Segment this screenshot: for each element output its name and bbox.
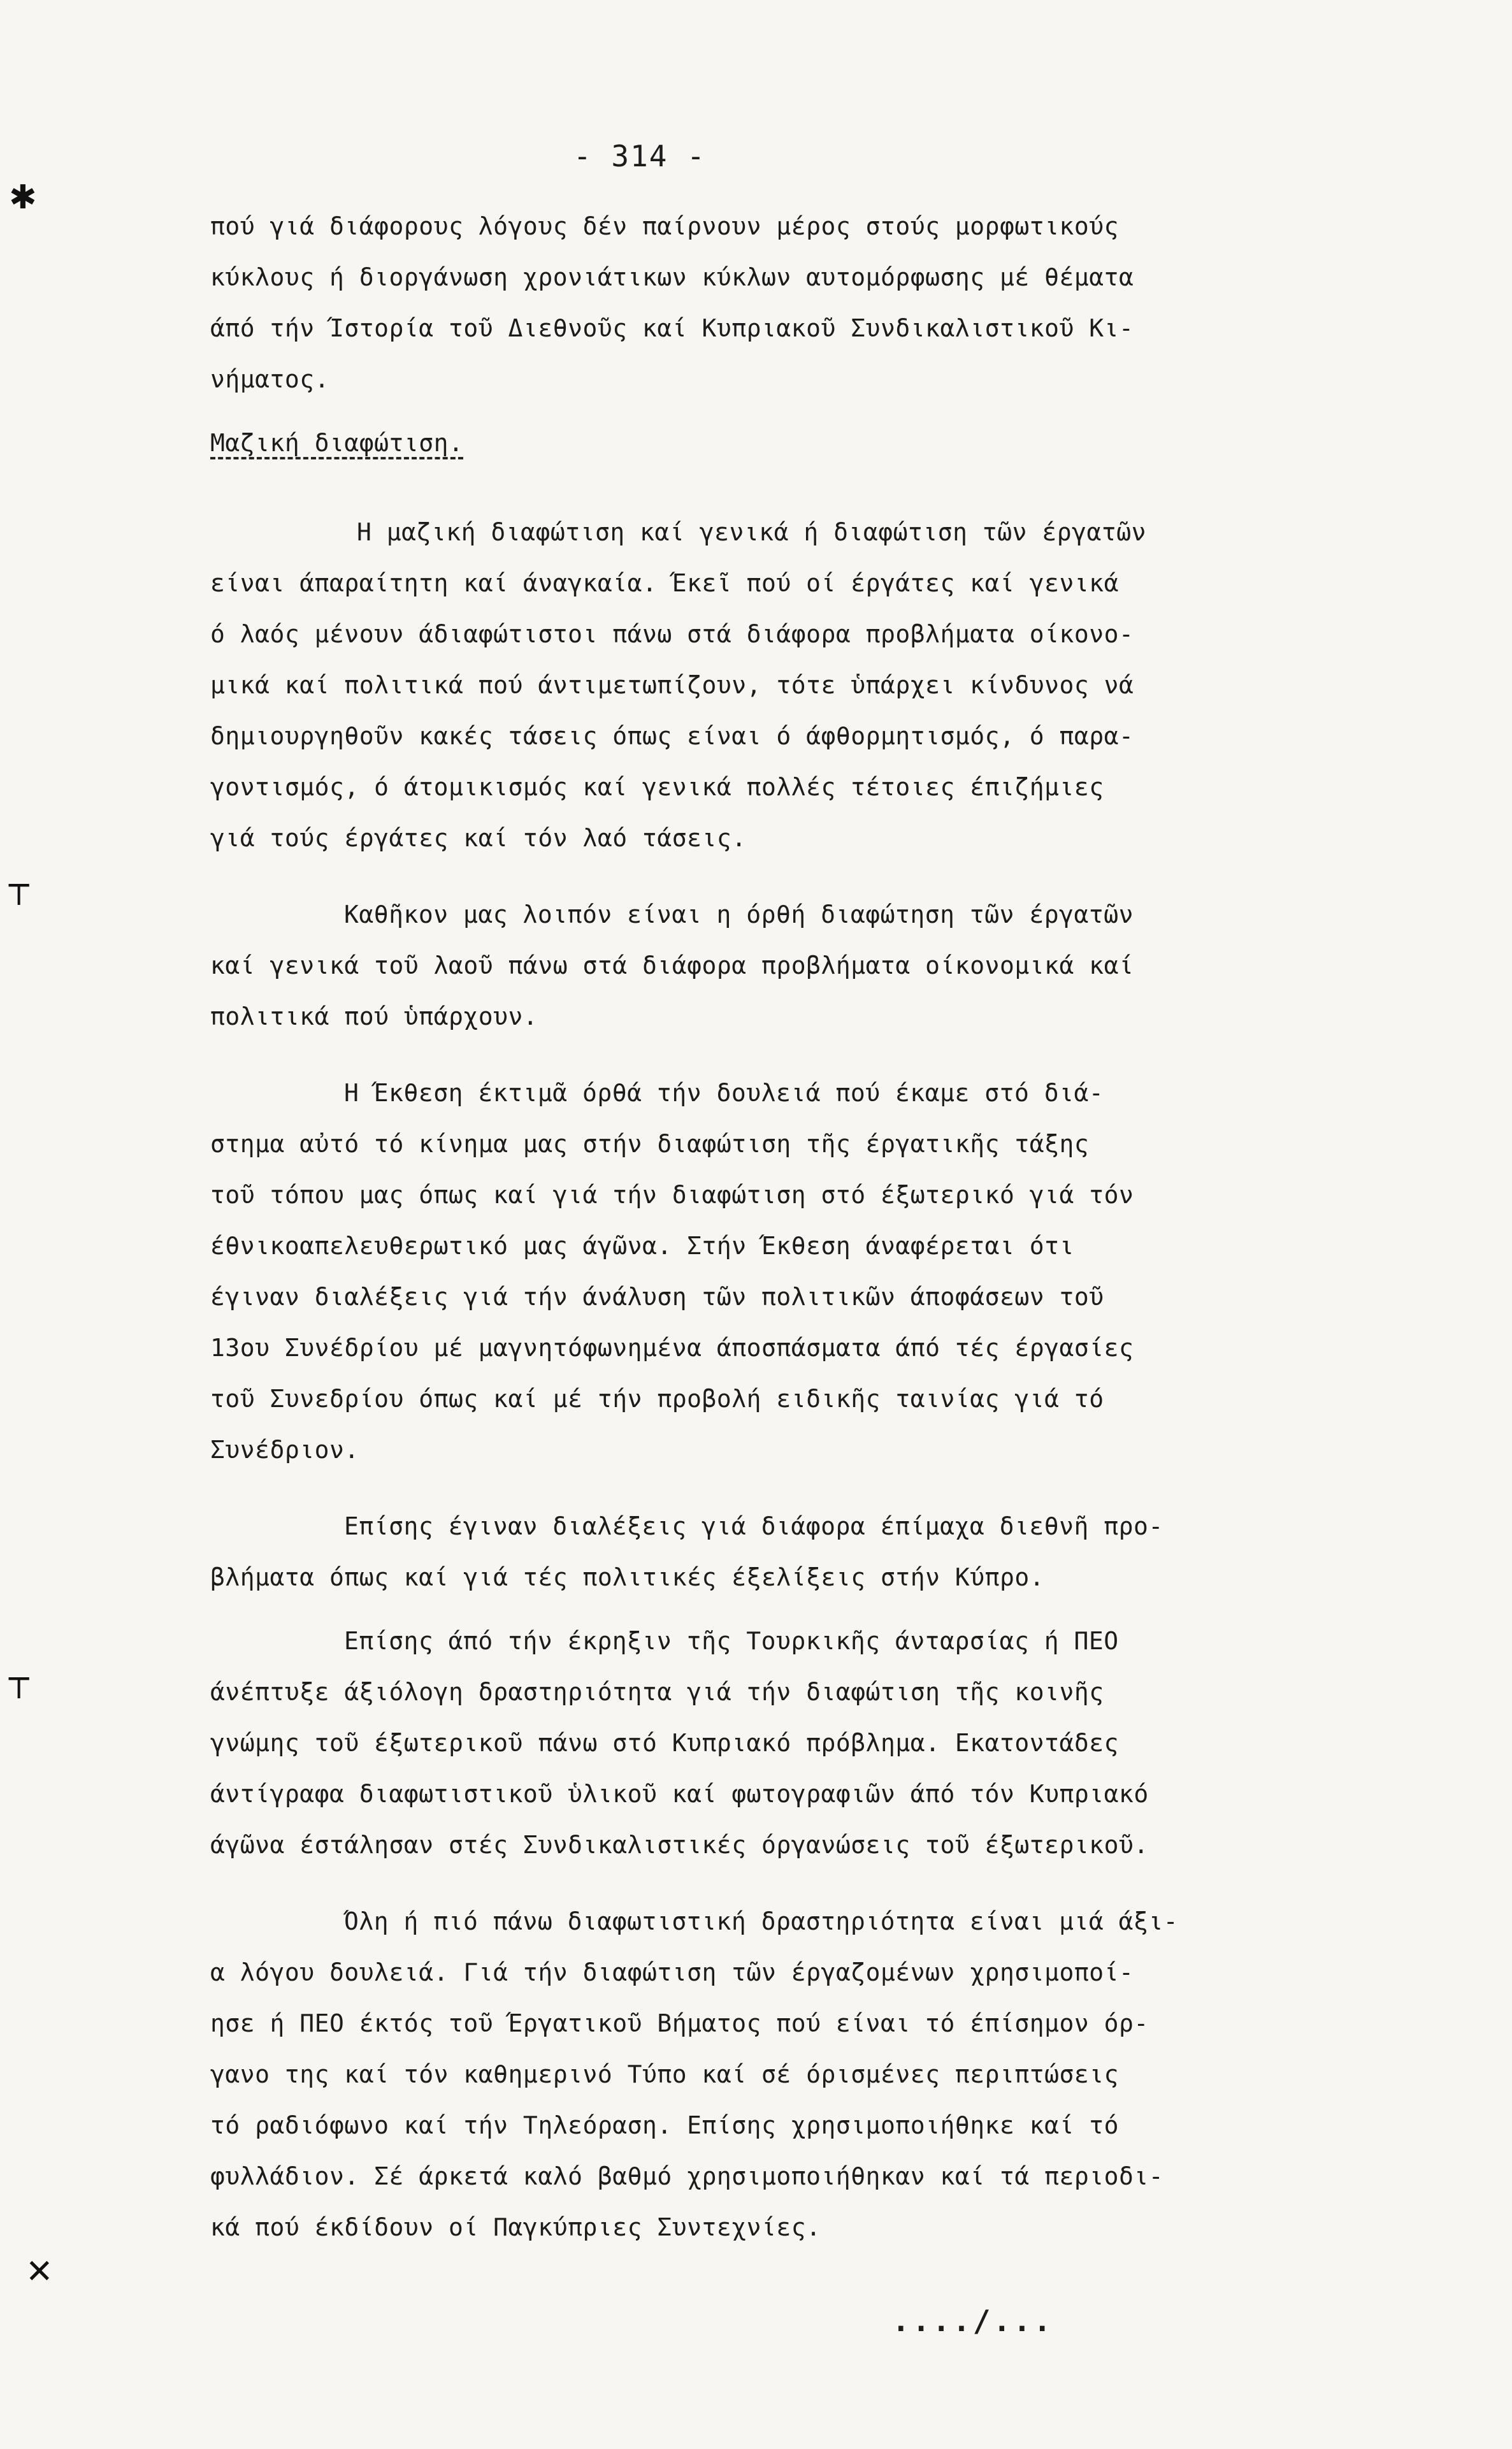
text-line: τοῦ Συνεδρίου όπως καί μέ τήν προβολή ειδικῆς ταινίας γιά τό bbox=[210, 1385, 1104, 1413]
text-line: άπό τήν Ίστορία τοῦ Διεθνοῦς καί Κυπριακοῦ Συνδικαλιστικοῦ Κι- bbox=[210, 314, 1134, 342]
text-line: καί γενικά τοῦ λαοῦ πάνω στά διάφορα προβλήματα οίκονομικά καί bbox=[210, 951, 1134, 979]
text-line: φυλλάδιον. Σέ άρκετά καλό βαθμό χρησιμοποιήθηκαν καί τά περιοδι- bbox=[210, 2162, 1164, 2190]
paragraph bbox=[210, 1896, 1332, 2253]
text-line: γοντισμός, ό άτομικισμός καί γενικά πολλές τέτοιες έπιζήμιες bbox=[210, 773, 1104, 801]
text-line: άνέπτυξε άξιόλογη δραστηριότητα γιά τήν διαφώτιση τῆς κοινῆς bbox=[210, 1678, 1104, 1706]
text-line: έγιναν διαλέξεις γιά τήν άνάλυση τῶν πολιτικῶν άποφάσεων τοῦ bbox=[210, 1283, 1104, 1311]
text-line: άντίγραφα διαφωτιστικοῦ ὑλικοῦ καί φωτογραφιῶν άπό τόν Κυπριακό bbox=[210, 1780, 1149, 1808]
typed-text bbox=[210, 201, 1332, 2253]
text-line: μικά καί πολιτικά πού άντιμετωπίζουν, τότε ὑπάρχει κίνδυνος νά bbox=[210, 671, 1134, 699]
text-line: δημιουργηθοῦν κακές τάσεις όπως είναι ό άφθορμητισμός, ό παρα- bbox=[210, 722, 1134, 750]
margin-mark-cross: ✕ bbox=[25, 2253, 54, 2291]
text-line: Όλη ή πιό πάνω διαφωτιστική δραστηριότητα είναι μιά άξι- bbox=[344, 1907, 1179, 1935]
text-line: Επίσης έγιναν διαλέξεις γιά διάφορα έπίμαχα διεθνῆ προ- bbox=[344, 1512, 1163, 1540]
text-line: Επίσης άπό τήν έκρηξιν τῆς Τουρκικῆς άνταρσίας ή ΠΕΟ bbox=[344, 1627, 1119, 1655]
margin-mark-tee: ┬ bbox=[9, 867, 29, 905]
text-line: Καθῆκον μας λοιπόν είναι η όρθή διαφώτηση τῶν έργατῶν bbox=[344, 900, 1134, 928]
text-line: έθνικοαπελευθερωτικό μας άγῶνα. Στήν Έκθεση άναφέρεται ότι bbox=[210, 1232, 1074, 1260]
text-line: βλήματα όπως καί γιά τές πολιτικές έξελίξεις στήν Κύπρο. bbox=[210, 1563, 1045, 1591]
section-heading: Μαζική διαφώτιση. bbox=[210, 429, 464, 457]
text-line: ό λαός μένουν άδιαφώτιστοι πάνω στά διάφορα προβλήματα οίκονο- bbox=[210, 620, 1134, 648]
text-line: πολιτικά πού ὑπάρχουν. bbox=[210, 1002, 538, 1030]
text-line: 13ου Συνέδρίου μέ μαγνητόφωνημένα άποσπάσματα άπό τές έργασίες bbox=[210, 1334, 1134, 1362]
paragraph bbox=[210, 507, 1332, 863]
text-line: κύκλους ή διοργάνωση χρονιάτικων κύκλων αυτομόρφωσης μέ θέματα bbox=[210, 263, 1134, 291]
text-line: τό ραδιόφωνο καί τήν Τηλεόραση. Επίσης χρησιμοποιήθηκε καί τό bbox=[210, 2111, 1120, 2139]
paragraph bbox=[210, 1067, 1332, 1475]
paragraph bbox=[210, 1501, 1332, 1603]
text-line: α λόγου δουλειά. Γιά τήν διαφώτιση τῶν έργαζομένων χρησιμοποί- bbox=[210, 1958, 1134, 1986]
text-line: άγῶνα έστάλησαν στές Συνδικαλιστικές όργανώσεις τοῦ έξωτερικοῦ. bbox=[210, 1831, 1149, 1859]
text-line: κά πού έκδίδουν οί Παγκύπριες Συντεχνίες. bbox=[210, 2213, 821, 2241]
text-line: είναι άπαραίτητη καί άναγκαία. Έκεῖ πού οί έργάτες καί γενικά bbox=[210, 569, 1120, 597]
text-line: τοῦ τόπου μας όπως καί γιά τήν διαφώτιση στό έξωτερικό γιά τόν bbox=[210, 1181, 1134, 1209]
text-line: Η Έκθεση έκτιμᾶ όρθά τήν δουλειά πού έκαμε στό διά- bbox=[344, 1079, 1104, 1107]
text-line: πού γιά διάφορους λόγους δέν παίρνουν μέρος στούς μορφωτικούς bbox=[210, 212, 1120, 240]
continuation-marker: ..../... bbox=[892, 2304, 1054, 2338]
page-number: - 314 - bbox=[573, 139, 706, 173]
margin-mark-tee: ┬ bbox=[9, 1660, 29, 1698]
paragraph-intro bbox=[210, 201, 1332, 405]
margin-mark-asterisk: ✱ bbox=[9, 178, 37, 217]
text-line: στημα αὐτό τό κίνημα μας στήν διαφώτιση τῆς έργατικῆς τάξης bbox=[210, 1130, 1090, 1158]
text-line: Η μαζική διαφώτιση καί γενικά ή διαφώτιση τῶν έργατῶν bbox=[357, 518, 1147, 546]
paragraph bbox=[210, 1615, 1332, 1870]
text-line: νήματος. bbox=[210, 365, 330, 393]
text-line: γανο της καί τόν καθημερινό Τύπο καί σέ όρισμένες περιπτώσεις bbox=[210, 2060, 1120, 2088]
text-line: γνώμης τοῦ έξωτερικοῦ πάνω στό Κυπριακό πρόβλημα. Εκατοντάδες bbox=[210, 1729, 1120, 1757]
paragraph bbox=[210, 889, 1332, 1042]
text-line: ησε ή ΠΕΟ έκτός τοῦ Έργατικοῦ Βήματος πού είναι τό έπίσημον όρ- bbox=[210, 2009, 1149, 2037]
text-line: Συνέδριον. bbox=[210, 1436, 359, 1464]
text-line: γιά τούς έργάτες καί τόν λαό τάσεις. bbox=[210, 824, 747, 852]
